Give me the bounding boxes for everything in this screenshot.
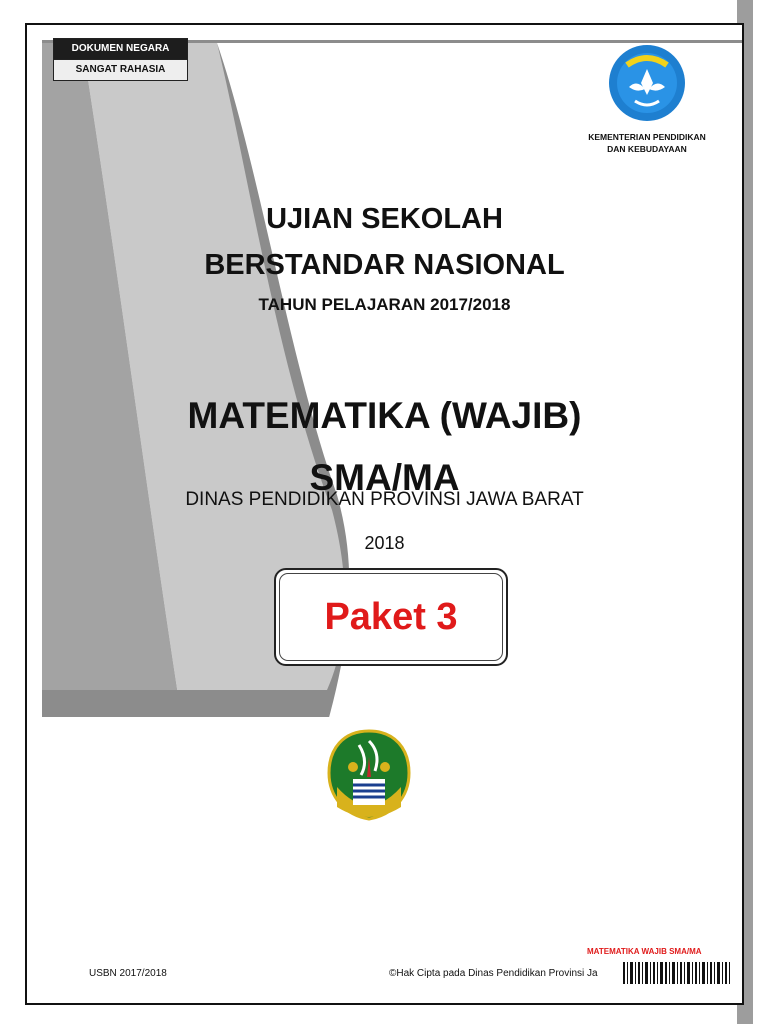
subject-title: MATEMATIKA (WAJIB)	[187, 395, 582, 436]
jawa-barat-emblem-icon	[323, 727, 415, 822]
ministry-name	[582, 131, 712, 155]
classification-top: DOKUMEN NEGARA	[53, 38, 188, 60]
academic-year: TAHUN PELAJARAN 2017/2018	[258, 295, 511, 314]
paket-box	[274, 568, 508, 666]
cover-page	[25, 23, 744, 1005]
ministry-block	[582, 43, 712, 155]
classification-stamp	[53, 38, 188, 81]
footer-subject-label: MATEMATIKA WAJIB SMA/MA	[587, 947, 702, 956]
exam-title-line2: BERSTANDAR NASIONAL	[204, 249, 565, 281]
paket-box-inner	[279, 573, 503, 661]
ministry-line2: DAN KEBUDAYAAN	[607, 144, 687, 154]
paket-label: Paket 3	[324, 595, 458, 638]
agency-name: DINAS PENDIDIKAN PROVINSI JAWA BARAT	[185, 489, 584, 510]
school-level: SMA/MA	[309, 457, 460, 498]
agency-year: 2018	[364, 533, 405, 553]
ministry-line1: KEMENTERIAN PENDIDIKAN	[588, 132, 706, 142]
barcode-icon	[623, 962, 733, 984]
footer-copyright: ©Hak Cipta pada Dinas Pendidikan Provinsi Ja	[389, 968, 598, 979]
tut-wuri-handayani-logo-icon	[607, 43, 687, 123]
classification-bottom: SANGAT RAHASIA	[53, 60, 188, 81]
footer-usbn: USBN 2017/2018	[89, 968, 167, 979]
exam-title-line1: UJIAN SEKOLAH	[266, 203, 503, 235]
